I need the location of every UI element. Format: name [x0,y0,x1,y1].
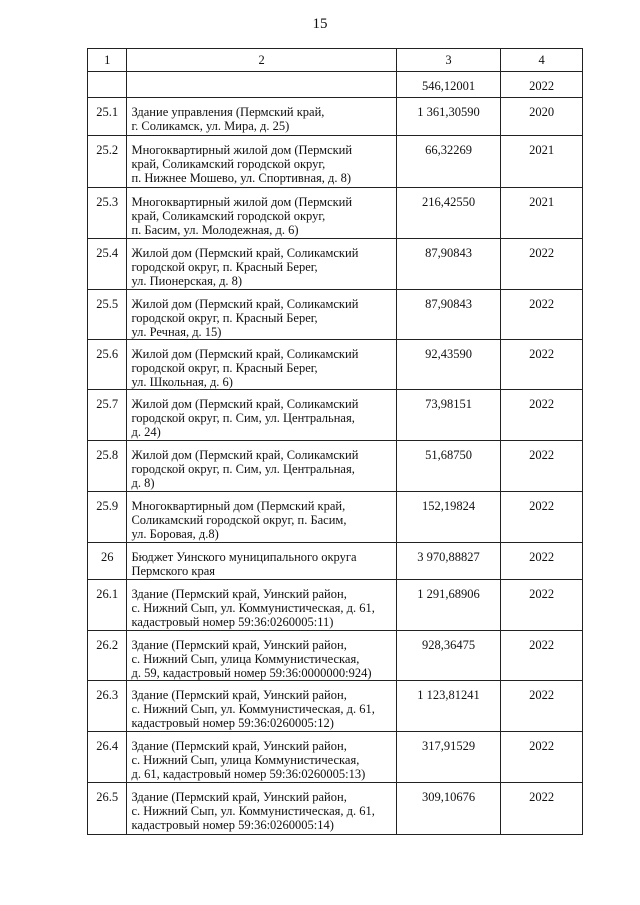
row-number: 25.1 [88,98,127,136]
description-line: городской округ, п. Сим, ул. Центральная, [131,411,355,425]
description-line: Жилой дом (Пермский край, Соликамский [131,246,359,260]
table-row [88,290,583,340]
row-number: 26.3 [88,681,127,732]
row-year: 2022 [501,543,583,580]
row-year: 2022 [501,239,583,290]
description-line: Пермского края [131,564,216,578]
description-line: край, Соликамский городской округ, [131,209,326,223]
row-year: 2022 [501,290,583,340]
table-row [88,631,583,681]
table-row [88,681,583,732]
table-row [88,492,583,543]
row-description [127,580,396,631]
row-year: 2022 [501,340,583,390]
row-number [88,72,127,98]
description-line: кадастровый номер 59:36:0260005:12) [131,716,334,730]
row-description [127,783,396,835]
description-line: ул. Школьная, д. 6) [131,375,233,389]
column-header-4: 4 [501,49,583,72]
row-amount: 216,42550 [396,188,500,239]
row-number: 25.8 [88,441,127,492]
row-year: 2021 [501,188,583,239]
row-amount: 317,91529 [396,732,500,783]
row-amount: 3 970,88827 [396,543,500,580]
row-amount: 928,36475 [396,631,500,681]
column-header-2: 2 [127,49,396,72]
row-description [127,239,396,290]
description-line: городской округ, п. Сим, ул. Центральная, [131,462,355,476]
row-year: 2022 [501,72,583,98]
description-line: кадастровый номер 59:36:0260005:11) [131,615,334,629]
description-line: Здание управления (Пермский край, [131,105,325,119]
description-line: п. Басим, ул. Молодежная, д. 6) [131,223,299,237]
row-description [127,441,396,492]
row-amount: 51,68750 [396,441,500,492]
description-line: городской округ, п. Красный Берег, [131,260,318,274]
row-year: 2022 [501,783,583,835]
row-number: 25.3 [88,188,127,239]
row-number: 26 [88,543,127,580]
row-year: 2022 [501,492,583,543]
row-number: 25.7 [88,390,127,441]
row-description [127,390,396,441]
row-number: 26.2 [88,631,127,681]
row-year: 2022 [501,390,583,441]
budget-table [87,48,583,835]
row-number: 25.4 [88,239,127,290]
description-line: Жилой дом (Пермский край, Соликамский [131,297,359,311]
row-year: 2022 [501,441,583,492]
row-number: 26.1 [88,580,127,631]
row-amount: 87,90843 [396,239,500,290]
description-line: ул. Пионерская, д. 8) [131,274,243,288]
description-line: с. Нижний Сып, ул. Коммунистическая, д. 61, [131,601,375,615]
row-year: 2022 [501,732,583,783]
row-year: 2020 [501,98,583,136]
row-amount: 152,19824 [396,492,500,543]
page-number: 15 [312,16,328,32]
row-number: 26.4 [88,732,127,783]
description-line: с. Нижний Сып, ул. Коммунистическая, д. 61, [131,804,375,818]
table-row [88,441,583,492]
row-number: 25.6 [88,340,127,390]
row-description [127,340,396,390]
row-description [127,136,396,188]
description-line: Здание (Пермский край, Уинский район, [131,739,347,753]
row-amount: 1 123,81241 [396,681,500,732]
description-line: с. Нижний Сып, улица Коммунистическая, [131,753,360,767]
column-header-1: 1 [88,49,127,72]
description-line: кадастровый номер 59:36:0260005:14) [131,818,334,832]
row-number: 26.5 [88,783,127,835]
description-line: край, Соликамский городской округ, [131,157,326,171]
row-amount: 92,43590 [396,340,500,390]
description-line: п. Нижнее Мошево, ул. Спортивная, д. 8) [131,171,352,185]
table-row [88,390,583,441]
description-line: Жилой дом (Пермский край, Соликамский [131,448,359,462]
description-line: Здание (Пермский край, Уинский район, [131,688,347,702]
description-line: д. 24) [131,425,161,439]
description-line: Многоквартирный жилой дом (Пермский [131,195,353,209]
row-year: 2021 [501,136,583,188]
description-line: Соликамский городской округ, п. Басим, [131,513,347,527]
description-line: ул. Речная, д. 15) [131,325,222,339]
row-year: 2022 [501,681,583,732]
row-year: 2022 [501,631,583,681]
row-number: 25.9 [88,492,127,543]
table-row [88,340,583,390]
table-row [88,136,583,188]
description-line: Здание (Пермский край, Уинский район, [131,587,347,601]
row-description [127,681,396,732]
table-body [88,72,583,835]
row-year: 2022 [501,580,583,631]
description-line: Жилой дом (Пермский край, Соликамский [131,397,359,411]
row-description [127,631,396,681]
row-amount: 1 361,30590 [396,98,500,136]
table-row [88,98,583,136]
row-amount: 1 291,68906 [396,580,500,631]
table-row [88,239,583,290]
row-description [127,290,396,340]
column-header-3: 3 [396,49,500,72]
description-line: Многоквартирный жилой дом (Пермский [131,143,353,157]
row-number: 25.2 [88,136,127,188]
row-description [127,98,396,136]
description-line: д. 61, кадастровый номер 59:36:0260005:13) [131,767,366,781]
description-line: городской округ, п. Красный Берег, [131,361,318,375]
description-line: Здание (Пермский край, Уинский район, [131,638,347,652]
row-description [127,732,396,783]
row-amount: 73,98151 [396,390,500,441]
table-row [88,188,583,239]
header-row [88,49,583,72]
row-description [127,492,396,543]
table-row [88,72,583,98]
table-row [88,580,583,631]
row-amount: 309,10676 [396,783,500,835]
row-description [127,188,396,239]
row-amount: 66,32269 [396,136,500,188]
description-line: Здание (Пермский край, Уинский район, [131,790,347,804]
description-line: Жилой дом (Пермский край, Соликамский [131,347,359,361]
row-amount: 546,12001 [396,72,500,98]
description-line: с. Нижний Сып, ул. Коммунистическая, д. 61, [131,702,375,716]
description-line: ул. Боровая, д.8) [131,527,219,541]
description-line: Бюджет Уинского муниципального округа [131,550,357,564]
description-line: Многоквартирный дом (Пермский край, [131,499,346,513]
row-number: 25.5 [88,290,127,340]
description-line: городской округ, п. Красный Берег, [131,311,318,325]
description-line: с. Нижний Сып, улица Коммунистическая, [131,652,360,666]
table-row [88,783,583,835]
description-line: д. 8) [131,476,155,490]
row-description [127,543,396,580]
row-amount: 87,90843 [396,290,500,340]
description-line: д. 59, кадастровый номер 59:36:0000000:924) [131,666,372,680]
row-description [127,72,396,98]
table-row [88,543,583,580]
description-line: г. Соликамск, ул. Мира, д. 25) [131,119,290,133]
table-row [88,732,583,783]
